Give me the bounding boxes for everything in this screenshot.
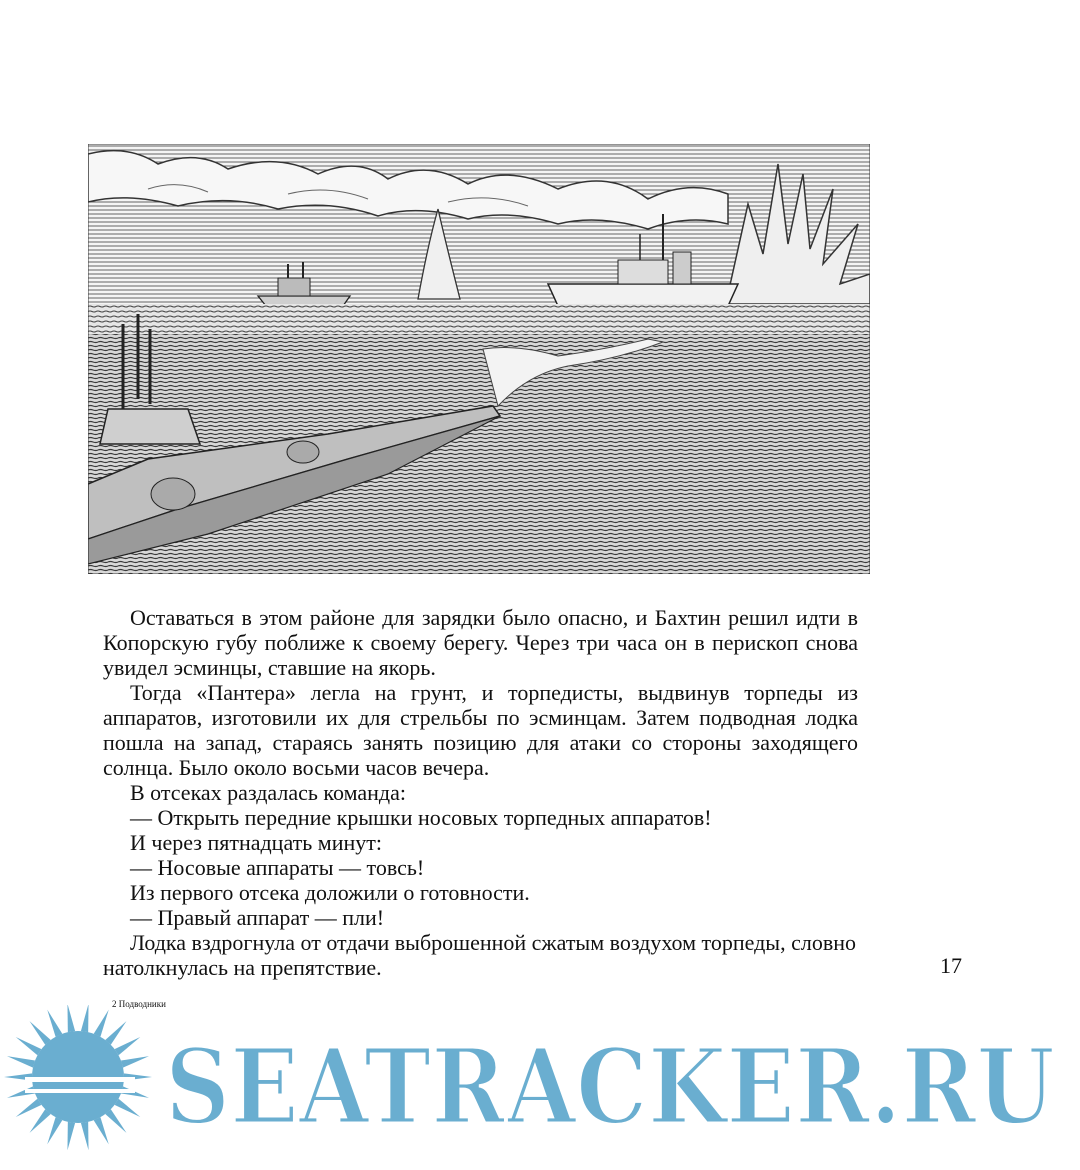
sun-ray (47, 1010, 62, 1037)
watermark (0, 1005, 1080, 1165)
sun-ray (94, 1010, 109, 1037)
paragraph: Тогда «Пантера» легла на грунт, и торпедисты, выдвинув торпеды из аппаратов, изготовили их для стрельбы по эсминцам. Затем подводная лодка пошла на запад, стараясь занять позицию для атаки со стороны заходящего солнца. Было около восьми часов вечера. (103, 680, 858, 780)
paragraph: В отсеках раздалась команда: (130, 780, 406, 805)
sun-ray (81, 1005, 89, 1032)
sun-ray (115, 1037, 141, 1055)
sun-ray (47, 1117, 62, 1144)
sun-ray (30, 1109, 51, 1133)
sun-ray (16, 1099, 42, 1117)
body-text (103, 605, 858, 980)
watermark-text: SEATRACKER.RU (165, 1025, 1055, 1148)
sun-ray (67, 1122, 75, 1150)
paragraph: — Носовые аппараты — товсь! (130, 855, 425, 880)
sun-ray (7, 1056, 35, 1067)
sun-ray (105, 1109, 126, 1133)
paragraph: И через пятнадцать минут: (130, 830, 382, 855)
printer-signature: 2 Подводники (112, 999, 166, 1009)
sun-ray (94, 1117, 109, 1144)
sun-ray (67, 1005, 75, 1032)
engraving-illustration (88, 144, 870, 574)
paragraph: Из первого отсека доложили о готовности. (130, 880, 530, 905)
sun-ray (16, 1037, 42, 1055)
paragraph: Оставаться в этом районе для зарядки было опасно, и Бахтин решил идти в Копорскую губу поближе к своему берегу. Через три часа он в перископ снова увидел эсминцы, ставшие на якорь. (103, 605, 858, 680)
sun-ray (81, 1122, 89, 1150)
paragraph: — Правый аппарат — пли! (130, 905, 385, 930)
sun-ray (115, 1099, 141, 1117)
sun-ray (121, 1056, 149, 1067)
paragraph: Лодка вздрогнула от отдачи выброшенной сжатым воздухом торпеды, словно натолкнулась на препятствие. (103, 930, 856, 980)
sun-ray (30, 1021, 51, 1045)
sun-ray (105, 1021, 126, 1045)
paragraph: — Открыть передние крышки носовых торпедных аппаратов! (130, 805, 712, 830)
page-number: 17 (940, 953, 962, 978)
sun-logo-icon (4, 1005, 152, 1150)
